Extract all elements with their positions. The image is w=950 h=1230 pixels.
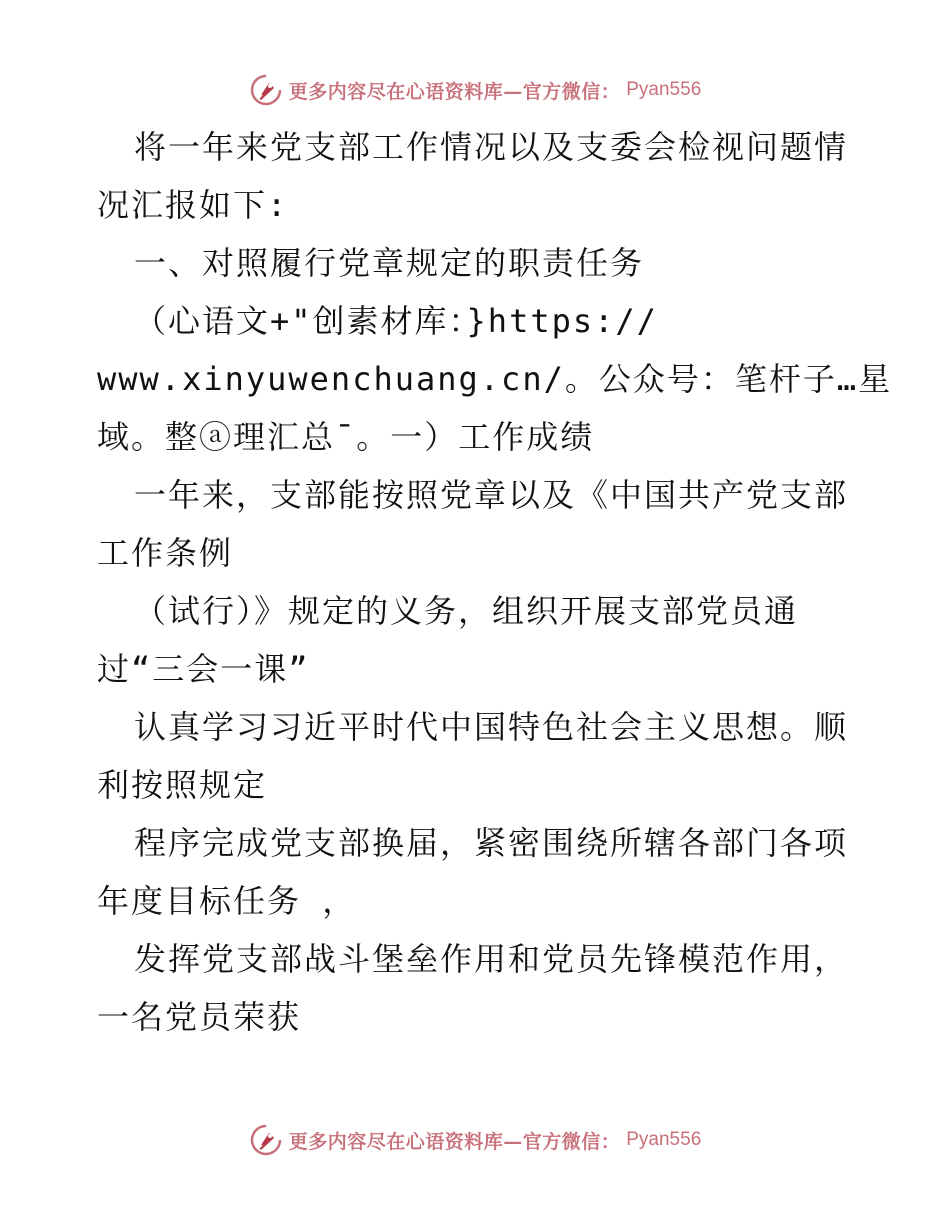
paragraph-line: 将一年来党支部工作情况以及支委会检视问题情 [134, 128, 849, 166]
paragraph-line: 域。整ⓐ理汇总¯。一）工作成绩 [97, 418, 595, 456]
paragraph-line: 况汇报如下: [97, 186, 289, 224]
footer-wechat-id: Pyan556 [626, 1129, 702, 1150]
section-heading: 一、对照履行党章规定的职责任务 [134, 244, 645, 282]
header-brand [249, 73, 702, 107]
page-header [0, 70, 950, 110]
paragraph-line: 工作条例 [97, 534, 234, 572]
footer-brand-text: 更多内容尽在心语资料库—官方微信： [288, 1130, 621, 1153]
document-body [97, 118, 893, 1046]
paragraph-line: （心语文+"创素材库：}https:// [134, 302, 658, 340]
paragraph-line: 一名党员荣获 [97, 998, 302, 1036]
paragraph-line: 利按照规定 [97, 766, 268, 804]
header-wechat-id: Pyan556 [626, 79, 702, 100]
pen-nib-logo-icon [249, 73, 283, 107]
paragraph-line: 过“三会一课” [97, 650, 310, 688]
paragraph-line: （试行）》规定的义务，组织开展支部党员通 [134, 592, 799, 630]
paragraph-line: 一年来，支部能按照党章以及《中国共产党支部 [134, 476, 849, 514]
paragraph-line: 认真学习习近平时代中国特色社会主义思想。顺 [134, 708, 849, 746]
paragraph-line: 发挥党支部战斗堡垒作用和党员先锋模范作用， [134, 940, 849, 978]
header-brand-text: 更多内容尽在心语资料库—官方微信： [288, 80, 621, 103]
paragraph-line: 年度目标任务 ， [97, 882, 357, 920]
paragraph-line: www.xinyuwenchuang.cn/。公众号：笔杆子…星 [97, 360, 893, 398]
footer-brand [249, 1123, 702, 1157]
page-footer [0, 1120, 950, 1160]
paragraph-line: 程序完成党支部换届，紧密围绕所辖各部门各项 [134, 824, 849, 862]
pen-nib-logo-icon [249, 1123, 283, 1157]
